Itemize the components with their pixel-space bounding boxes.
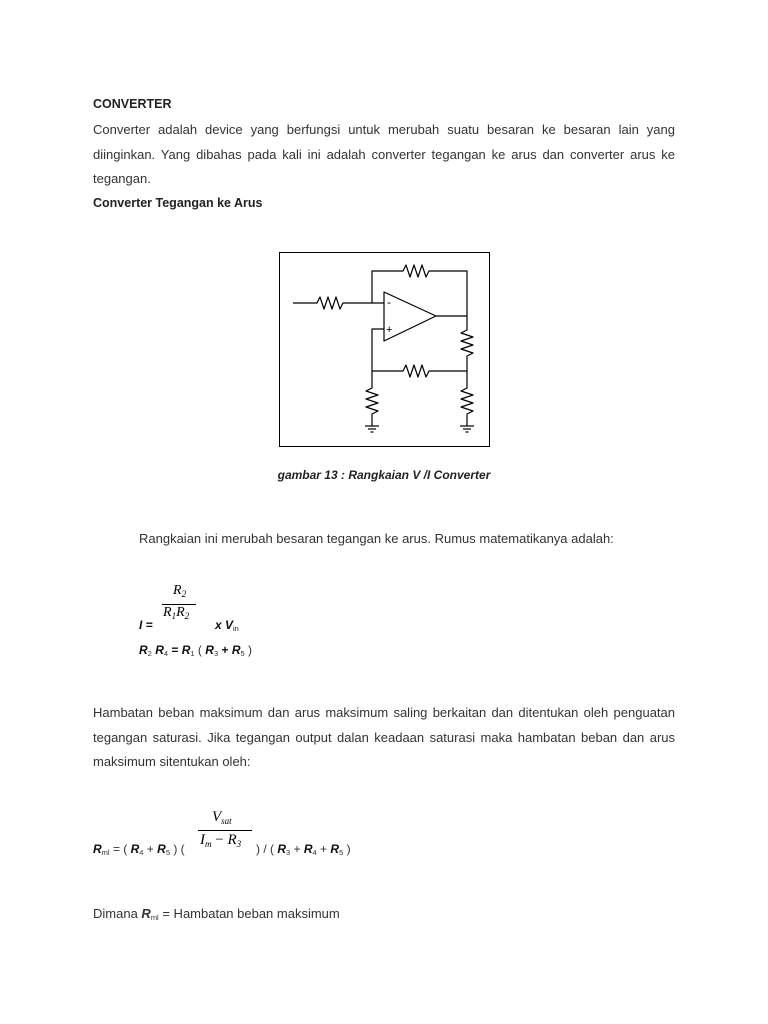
formula1-denominator: $R_1R_2$ xyxy=(163,605,190,621)
formula3-left: Rml = ( R4 + R5 ) ( xyxy=(93,842,185,857)
formula3-denominator: $I_m - R_3$ xyxy=(200,832,242,849)
formula3-right: ) / ( R3 + R4 + R5 ) xyxy=(256,842,351,857)
definition-line: Dimana Rml = Hambatan beban maksimum xyxy=(93,906,340,922)
formula1-lhs: I = xyxy=(139,618,153,632)
vi-converter-circuit-diagram xyxy=(279,252,490,447)
section-heading: Converter Tegangan ke Arus xyxy=(93,196,263,210)
paragraph-2: Hambatan beban maksimum dan arus maksimum saling berkaitan dan ditentukan oleh penguatan tegangan saturasi. Jika tegangan output dalan keadaan saturasi maka hambatan beban dan arus maksimum sitentukan oleh: xyxy=(93,705,675,769)
opamp-plus-label: + xyxy=(386,324,393,336)
input-resistor-r1 xyxy=(293,297,384,309)
resistor-r5 xyxy=(461,371,473,426)
intro-paragraph: Converter adalah device yang berfungsi untuk merubah suatu besaran ke besaran lain yang diinginkan. Yang dibahas pada kali ini adalah converter tegangan ke arus dan converter arus ke tegangan. xyxy=(93,122,675,186)
formula2: R2 R4 = R1 ( R3 + R5 ) xyxy=(139,643,252,658)
formula1-times-vin: x Vin xyxy=(215,618,239,633)
resistor-ground-left xyxy=(366,371,378,426)
figure-caption: gambar 13 : Rangkaian V /I Converter xyxy=(277,468,491,482)
document-title: CONVERTER xyxy=(93,97,172,111)
resistor-r3 xyxy=(461,316,473,371)
opamp-minus-label: - xyxy=(387,295,391,309)
resistor-r4 xyxy=(372,365,467,377)
formula3-numerator: $V_{sat}$ xyxy=(212,809,232,826)
formula-intro: Rangkaian ini merubah besaran tegangan ke arus. Rumus matematikanya adalah: xyxy=(139,531,614,546)
formula3-fraction-bar xyxy=(198,830,252,831)
formula1-numerator: $R_2$ xyxy=(173,583,187,599)
